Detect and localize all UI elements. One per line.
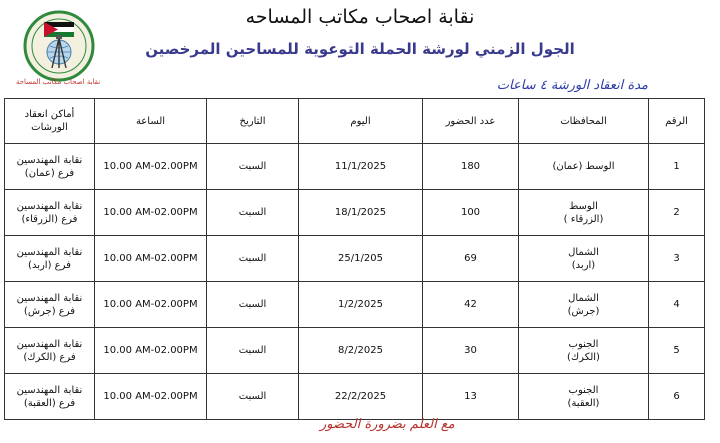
col-header-venue: أماكن انعقاد الورشات [5, 99, 95, 144]
cell-day: السبت [207, 236, 299, 282]
table-header-row [5, 99, 705, 144]
cell-governorate: الجنوب (الكرك) [519, 328, 649, 374]
attendance-note: مع العلم بضرورة الحضور [320, 417, 455, 432]
cell-time: 10.00 AM-02.00PM [95, 144, 207, 190]
col-header-number: الرقم [649, 99, 705, 144]
col-header-governorates: المحافظات [519, 99, 649, 144]
col-header-attendance: عدد الحضور [423, 99, 519, 144]
cell-day: السبت [207, 282, 299, 328]
page-subtitle: الجول الزمني لورشة الحملة التوعوية للمساحين المرخصين [145, 40, 575, 58]
cell-date: 18/1/2025 [299, 190, 423, 236]
col-header-time: الساعة [95, 99, 207, 144]
table-row [5, 328, 705, 374]
cell-number: 3 [649, 236, 705, 282]
table-row [5, 144, 705, 190]
cell-time: 10.00 AM-02.00PM [95, 236, 207, 282]
cell-date: 8/2/2025 [299, 328, 423, 374]
page-title: نقابة اصحاب مكاتب المساحه [245, 6, 475, 28]
cell-number: 1 [649, 144, 705, 190]
table-row [5, 282, 705, 328]
cell-number: 6 [649, 374, 705, 420]
col-header-date: التاريخ [207, 99, 299, 144]
cell-time: 10.00 AM-02.00PM [95, 374, 207, 420]
cell-venue: نقابة المهندسين فرع (العقبة) [5, 374, 95, 420]
cell-attendance: 13 [423, 374, 519, 420]
cell-date: 11/1/2025 [299, 144, 423, 190]
cell-attendance: 69 [423, 236, 519, 282]
cell-venue: نقابة المهندسين فرع (الزرقاء) [5, 190, 95, 236]
cell-governorate: الشمال (اربد) [519, 236, 649, 282]
cell-time: 10.00 AM-02.00PM [95, 328, 207, 374]
cell-attendance: 42 [423, 282, 519, 328]
table-row [5, 236, 705, 282]
cell-governorate: الوسط (عمان) [519, 144, 649, 190]
cell-time: 10.00 AM-02.00PM [95, 190, 207, 236]
cell-date: 22/2/2025 [299, 374, 423, 420]
cell-day: السبت [207, 328, 299, 374]
workshop-duration: مدة انعقاد الورشة ٤ ساعات [496, 78, 648, 93]
cell-attendance: 100 [423, 190, 519, 236]
cell-attendance: 30 [423, 328, 519, 374]
table-row [5, 374, 705, 420]
cell-governorate: الشمال (جرش) [519, 282, 649, 328]
cell-day: السبت [207, 374, 299, 420]
cell-number: 5 [649, 328, 705, 374]
cell-date: 1/2/2025 [299, 282, 423, 328]
cell-time: 10.00 AM-02.00PM [95, 282, 207, 328]
col-header-day: اليوم [299, 99, 423, 144]
cell-venue: نقابة المهندسين فرع (الكرك) [5, 328, 95, 374]
cell-governorate: الوسط (الزرقاء ) [519, 190, 649, 236]
cell-day: السبت [207, 190, 299, 236]
cell-venue: نقابة المهندسين فرع (عمان) [5, 144, 95, 190]
schedule-table [4, 98, 705, 420]
cell-number: 2 [649, 190, 705, 236]
cell-number: 4 [649, 282, 705, 328]
cell-venue: نقابة المهندسين فرع (جرش) [5, 282, 95, 328]
table-row [5, 190, 705, 236]
cell-attendance: 180 [423, 144, 519, 190]
cell-governorate: الجنوب (العقبة) [519, 374, 649, 420]
cell-date: 25/1/205 [299, 236, 423, 282]
logo-caption: نقابة اصحاب مكاتب المساحة [15, 78, 101, 86]
cell-day: السبت [207, 144, 299, 190]
cell-venue: نقابة المهندسين فرع (اربد) [5, 236, 95, 282]
